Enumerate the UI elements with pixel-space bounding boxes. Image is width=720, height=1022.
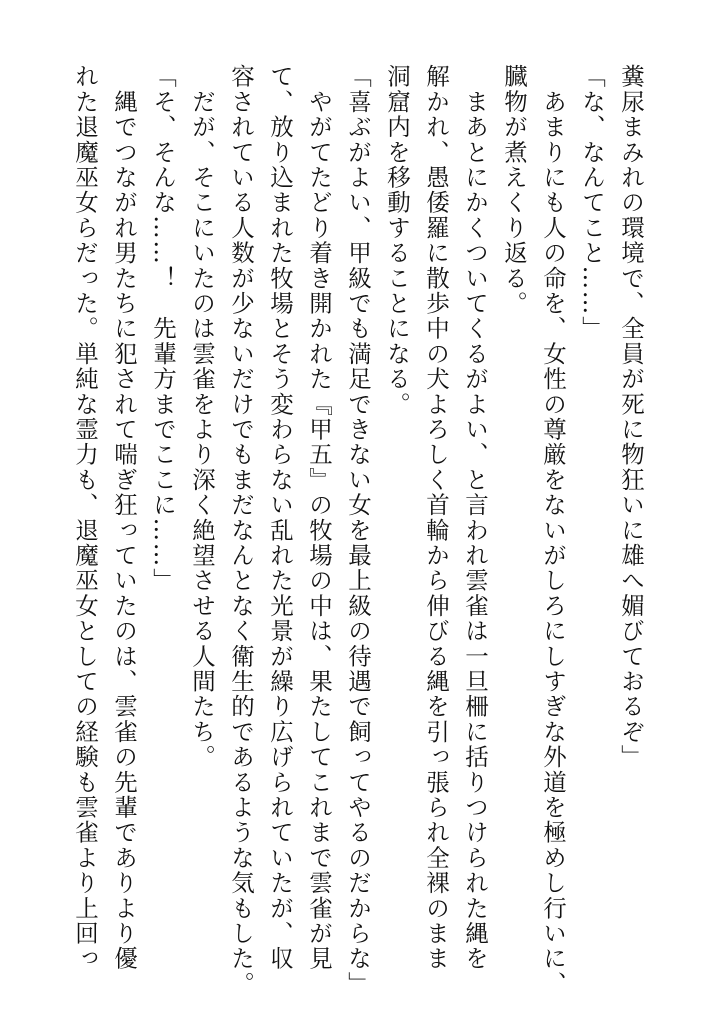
text-column: て、放り込まれた牧場とそう変わらない乱れた光景が繰り広げられていたが、収 [266,64,294,972]
text-column: 洞窟内を移動することになる。 [383,64,411,417]
text-column: 容されている人数が少ないだけでもまだなんとなく衛生的であるような気もした。 [227,64,255,997]
text-column: れた退魔巫女らだった。単純な霊力も、退魔巫女としての経験も雲雀より上回っ [71,64,99,972]
text-column: あまりにも人の命を、女性の尊厳をないがしろにしすぎな外道を極めし行いに、 [539,64,567,997]
text-column: まあとにかくついてくるがよい、と言われ雲雀は一旦柵に括りつけられた縄を [461,64,489,972]
text-column: 「な、なんてこと……」 [578,64,606,342]
vertical-text-body [65,64,650,997]
text-column: やがてたどり着き開かれた『甲五』の牧場の中は、果たしてこれまで雲雀が見 [305,64,333,972]
text-column: 解かれ、愚倭羅に散歩中の犬よろしく首輪から伸びる縄を引っ張られ全裸のまま [422,64,450,972]
text-column: 「喜ぶがよい、甲級でも満足できない女を最上級の待遇で飼ってやるのだからな」 [344,64,372,997]
text-column: 「そ、そんな……！ 先輩方までここに……」 [149,64,177,594]
text-column: 臓物が煮えくり返る。 [500,64,528,316]
text-column: だが、そこにいたのは雲雀をより深く絶望させる人間たち。 [188,64,216,770]
text-column: 糞尿まみれの環境で、全員が死に物狂いに雄へ媚びておるぞ」 [617,64,645,770]
text-column: 縄でつながれ男たちに犯されて喘ぎ狂っていたのは、雲雀の先輩でありより優 [110,64,138,972]
